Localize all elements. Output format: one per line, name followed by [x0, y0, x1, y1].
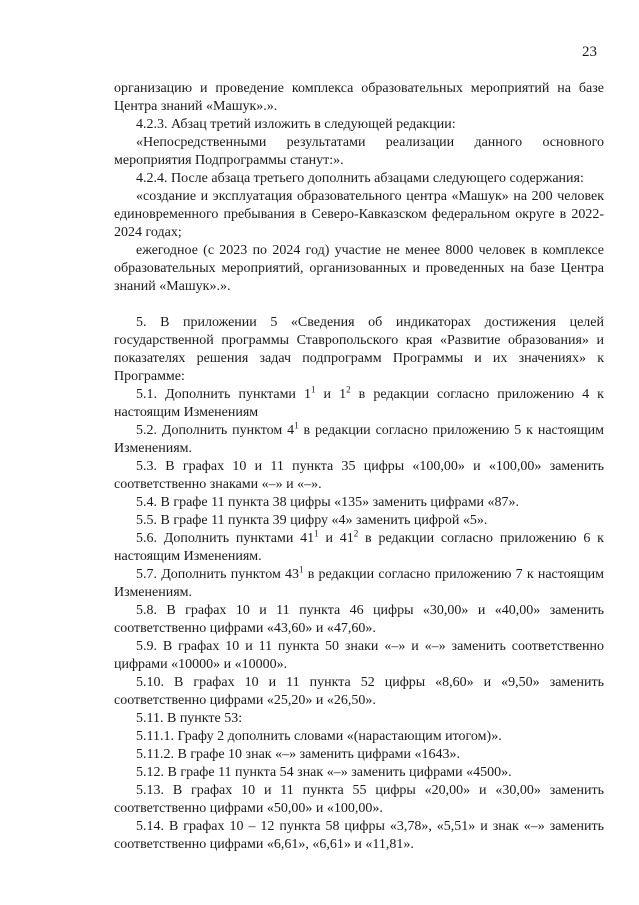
paragraph: 5.5. В графе 11 пункта 39 цифру «4» заменить цифрой «5».	[136, 513, 488, 528]
paragraph-text: в редакции согласно приложению 4 к настоящим Изменениям	[114, 387, 604, 420]
paragraph-text: в редакции согласно приложению 6 к настоящим Изменениям.	[114, 531, 604, 564]
paragraph-text: и 1	[315, 387, 347, 402]
paragraph: 5.12. В графе 11 пункта 54 знак «–» заменить цифрами «4500».	[136, 765, 512, 780]
paragraph: 5.14. В графах 10 – 12 пункта 58 цифры «3,78», «5,51» и знак «–» заменить соответственно цифрами «6,61», «6,61» и «11,81».	[114, 819, 604, 852]
paragraph: 5.13. В графах 10 и 11 пункта 55 цифры «20,00» и «30,00» заменить соответственно цифрами «50,00» и «100,00».	[114, 783, 604, 816]
paragraph: 5.8. В графах 10 и 11 пункта 46 цифры «30,00» и «40,00» заменить соответственно цифрами «43,60» и «47,60».	[114, 603, 604, 636]
superscript-index: 1	[310, 384, 316, 395]
paragraph: 5.10. В графах 10 и 11 пункта 52 цифры «8,60» и «9,50» заменить соответственно цифрами «25,20» и «26,50».	[114, 675, 604, 708]
paragraph: 5.11. В пункте 53:	[136, 711, 243, 726]
paragraph: 4.2.4. После абзаца третьего дополнить абзацами следующего содержания:	[136, 171, 584, 186]
superscript-index: 1	[314, 528, 319, 539]
paragraph: «Непосредственными результатами реализации данного основного мероприятия Подпрограммы станут:».	[114, 135, 604, 168]
paragraph: 5.3. В графах 10 и 11 пункта 35 цифры «100,00» и «100,00» заменить соответственно знаками «–» и «–».	[114, 459, 604, 492]
paragraph-text: в редакции согласно приложению 7 к настоящим Изменениям.	[114, 567, 604, 600]
paragraph: 5.4. В графе 11 пункта 38 цифры «135» заменить цифрами «87».	[136, 495, 520, 510]
paragraph-text: 5.2. Дополнить пунктом 4	[136, 423, 295, 438]
paragraph-text: 5.7. Дополнить пунктом 43	[136, 567, 300, 582]
superscript-index: 1	[294, 420, 299, 431]
paragraph-text: и 41	[318, 531, 354, 546]
paragraph: 5.9. В графах 10 и 11 пункта 50 знаки «–» и «–» заменить соответственно цифрами «10000» и «10000».	[114, 639, 604, 672]
paragraph-text: 5.1. Дополнить пунктами 1	[136, 387, 311, 402]
paragraph: организацию и проведение комплекса образовательных мероприятий на базе Центра знаний «Машук».».	[114, 81, 604, 114]
paragraph-text: в редакции согласно приложению 5 к настоящим Изменениям.	[114, 423, 604, 456]
superscript-index: 2	[353, 528, 359, 539]
paragraph: 5.11.2. В графе 10 знак «–» заменить цифрами «1643».	[136, 747, 461, 762]
paragraph	[114, 422, 604, 458]
page-number: 23	[582, 44, 597, 60]
superscript-index: 2	[346, 384, 351, 395]
superscript-index: 1	[299, 564, 304, 575]
paragraph-text: 5.6. Дополнить пунктами 41	[136, 531, 315, 546]
paragraph	[114, 566, 604, 602]
paragraph: 5.11.1. Графу 2 дополнить словами «(нарастающим итогом)».	[136, 729, 502, 744]
paragraph: 4.2.3. Абзац третий изложить в следующей редакции:	[136, 117, 456, 132]
paragraph	[114, 386, 604, 422]
paragraph: 5. В приложении 5 «Сведения об индикаторах достижения целей государственной программы Ставропольского края «Развитие образования» и показателях решения задач подпрограмм Программы и их значениях» к Программе:	[114, 315, 604, 384]
paragraph: «создание и эксплуатация образовательного центра «Машук» на 200 человек единовременного пребывания в Северо-Кавказском федеральном округе в 2022-2024 годах;	[114, 189, 604, 240]
document-body	[114, 80, 604, 854]
paragraph	[114, 530, 604, 566]
paragraph: ежегодное (с 2023 по 2024 год) участие не менее 8000 человек в комплексе образовательных мероприятий, организованных и проведенных на базе Центра знаний «Машук».».	[114, 243, 604, 294]
